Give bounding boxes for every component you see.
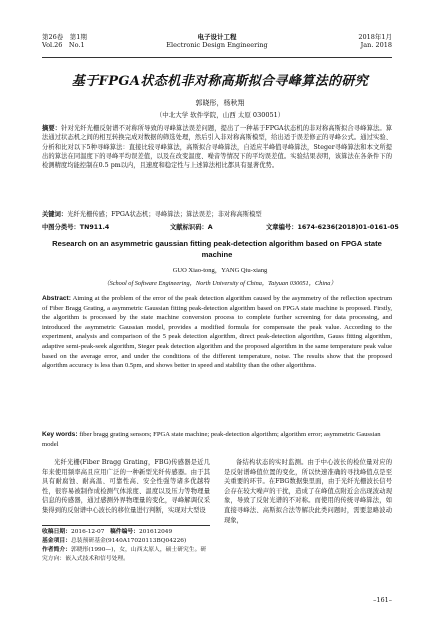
- abstract-en-label: Abstract:: [42, 295, 71, 302]
- title-en: Research on an asymmetric gaussian fitting peak-detection algorithm based on FPGA state machine: [52, 239, 382, 259]
- abstract-cn: [42, 124, 392, 170]
- bio-text: 郭晓彤(1990—)，女，山西太原人，硕士研究生。研究方向：嵌入式技术和信号处理。: [42, 547, 207, 562]
- journal-en: Electronic Design Engineering: [166, 41, 268, 49]
- footnote-received: [42, 528, 210, 537]
- article-number: 文章编号：1674-6236(2018)01-0161-05: [266, 224, 399, 231]
- keywords-cn: [42, 210, 392, 219]
- keywords-en-text: fiber bragg grating sensors; FPGA state machine; peak-detection algorithm; algorithm error; asymmetric Gaussian model: [42, 431, 381, 448]
- footnote-fund: [42, 537, 210, 546]
- journal-cn: 电子设计工程: [197, 33, 237, 41]
- received-label: 收稿日期：: [42, 529, 71, 535]
- keywords-cn-label: 关键词：: [42, 211, 68, 218]
- affiliation-cn: （中北大学 软件学院，山西 太原 030051）: [155, 111, 285, 119]
- abstract-cn-label: 摘要：: [42, 125, 62, 132]
- bio-label: 作者简介：: [42, 547, 71, 553]
- header-journal: [42, 33, 392, 49]
- title-cn: 基于FPGA状态机非对称高斯拟合寻峰算法的研究: [71, 74, 369, 89]
- authors-en: GUO Xiao-tong，YANG Qiu-xiang: [172, 267, 268, 274]
- fund-label: 基金项目：: [42, 538, 71, 544]
- clc-number: 中图分类号：TN911.4: [42, 224, 110, 231]
- keywords-en: [42, 430, 392, 449]
- keywords-cn-text: 光纤光栅传感；FPGA状态机；寻峰算法；算法误差；非对称高斯模型: [67, 211, 262, 218]
- abstract-en-text: Aiming at the problem of the error of the peak detection algorithm caused by the asymmetry of the reflection spectrum of Fiber Bragg Grating, a asymmetric Gaussian fitting peak-detection algorithm based on FPGA state machine is proposed. Firstly, the algorithm is processed by the state machine conversion process to complete further screening for data processing, and introduced the asymmetric Gaussian model, provides a modified formula for compensate the peak value. According to the experiment, analysis and comparison of the 5 peak detection algorithm, direct peak-detection algorithm, Gauss fitting algorithm, adaptive semi-peak-seek algorithm, Steger peak detection algorithm and the proposed algorithm in the same temperature peak value based on the average error, and under the conditions of the different temperature, noise. The results show that the proposed algorithm accuracy is less than 0.5pm, and shows better in speed and stability than the other algorithms.: [42, 295, 392, 370]
- header-divider: [42, 57, 392, 58]
- abstract-en: [42, 294, 392, 371]
- draft-label: 稿件编号：: [109, 529, 139, 535]
- received-date: 2016-12-07: [71, 529, 105, 535]
- date-en: Jan. 2018: [360, 41, 392, 49]
- page-number: –161–: [373, 596, 392, 604]
- footnote-bio: [42, 546, 210, 564]
- affiliation-en: （School of Software Engineering，North University of China，Taiyuan 030051，China）: [103, 280, 337, 287]
- draft-number: 201612049: [138, 529, 173, 535]
- volume-cn: 第26卷 第1期: [42, 33, 87, 41]
- body-column-left: 光纤光栅(Fiber Bragg Grating，FBG)传感器是近几年来使用频率高且应用广泛的一种新型光纤传感器。由于其具有耐腐蚀、耐高温、可靠性高、安全性强等诸多优越特性，很容易被制作成检测气体浓度、温度以及压力等物理量信息的传感器，通过感测外界物理量的变化，寻峰解调仪采集得到的反射谱中心波长的移位量进行判断，实现对大型设: [42, 459, 210, 514]
- header-date: [358, 33, 392, 49]
- fund-text: 总装预研基金(9140A17020113BQ04226): [71, 538, 187, 544]
- volume-en: Vol.26 No.1: [42, 41, 85, 49]
- authors-cn: 郭晓彤，杨秋翔: [195, 99, 245, 107]
- keywords-en-label: Key words:: [42, 431, 78, 438]
- document-code: 文献标识码：A: [170, 224, 213, 231]
- running-header: [42, 33, 392, 55]
- article-footnote: [42, 525, 210, 564]
- abstract-cn-text: 针对光纤光栅反射谱不对称所导致的寻峰算法误差问题，提出了一种基于FPGA状态机的非对称高斯拟合寻峰算法。算法通过状态机之间的相互转换完成对数据的筛选处理，然后引入非对称高斯模型，给出适于误差修正的寻峰公式。通过实验、分析和比对以下5种寻峰算法：直接比较寻峰算法，高斯拟合寻峰算法，自适应半峰值寻峰算法，Steger寻峰算法和本文所提出的算法在同温度下的寻峰平均误差值，以及在改变温度、噪音等情况下的平均误差值。实验结果表明，该算法在各条件下的检测精度均能控制在0.5 pm以内，且速度和稳定性与上述算法相比都具有显著优势。: [42, 125, 393, 170]
- date-cn: 2018年1月: [358, 33, 392, 41]
- body-column-right: 备结构状态的实时监测。由于中心波长的检位量对应的是反射谱峰值位置的变化，所以快速准确的寻找峰值点是至关重要的环节。在FBG数据集里面，由于光纤光栅波长信号会存在较大噪声的干扰，造成了在峰值点附近会出现波动现象，导致了反射光谱的不对称。而使用的传统寻峰算法，如直接寻峰法、高斯拟合法等解决此类问题时，需要忽略波动现象，: [224, 459, 392, 524]
